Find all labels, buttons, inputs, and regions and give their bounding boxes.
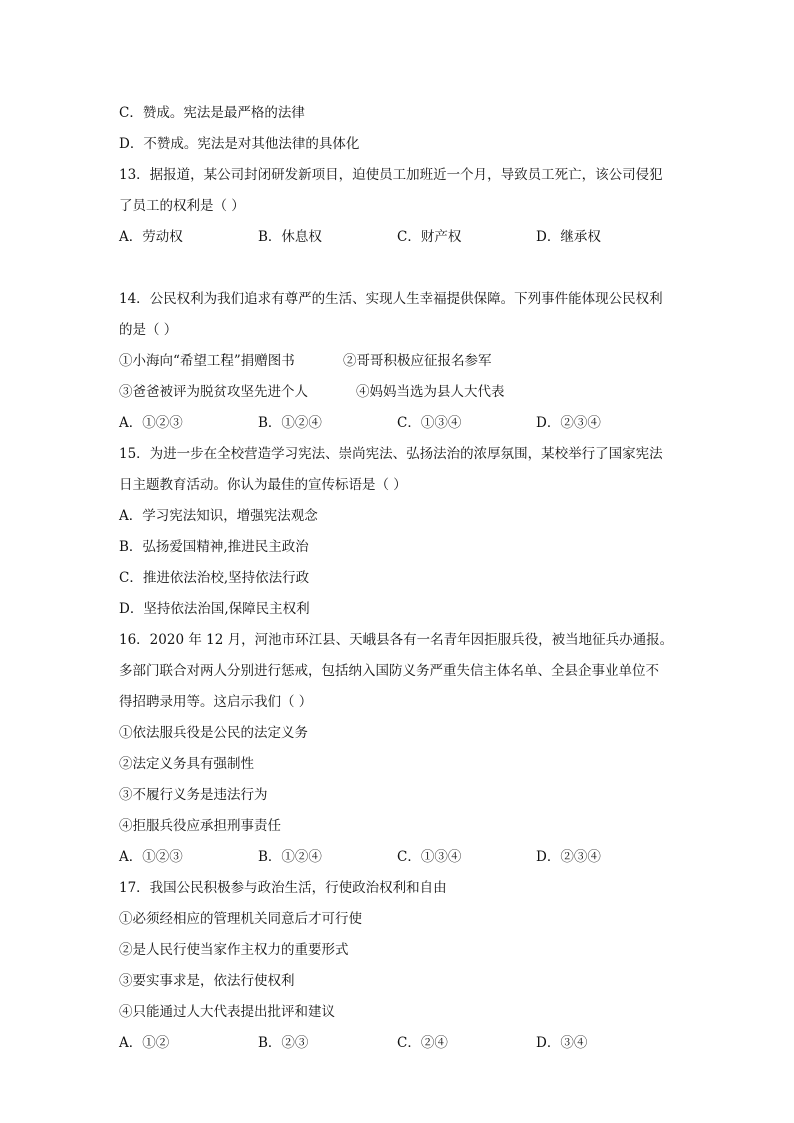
q15-option-b: B．弘扬爱国精神,推进民主政治 xyxy=(119,539,309,555)
q16-statement-1: ①依法服兵役是公民的法定义务 xyxy=(119,725,308,741)
q16-statement-2: ②法定义务具有强制性 xyxy=(119,756,254,772)
q15-stem-line1: 15．为进一步在全校营造学习宪法、崇尚宪法、弘扬法治的浓厚氛围，某校举行了国家宪法 xyxy=(119,446,663,462)
q16-statement-3: ③不履行义务是违法行为 xyxy=(119,787,268,803)
q17-stem-line1: 17．我国公民积极参与政治生活，行使政治权利和自由 xyxy=(119,880,447,896)
q17-option-a: A．①② xyxy=(119,1035,170,1051)
q17-statement-3: ③要实事求是，依法行使权利 xyxy=(119,973,295,989)
q17-statement-1: ①必须经相应的管理机关同意后才可行使 xyxy=(119,911,362,927)
q15-stem-line2: 日主题教育活动。你认为最佳的宣传标语是（ ） xyxy=(119,477,407,493)
q13-option-c: C．财产权 xyxy=(397,229,462,245)
q17-option-b: B．②③ xyxy=(258,1035,309,1051)
q15-option-a: A．学习宪法知识，增强宪法观念 xyxy=(119,508,318,524)
q16-stem-line3: 得招聘录用等。这启示我们（ ） xyxy=(119,694,313,710)
q12-option-d: D．不赞成。宪法是对其他法律的具体化 xyxy=(119,136,360,152)
q17-option-c: C．②④ xyxy=(397,1035,448,1051)
q14-option-a: A．①②③ xyxy=(119,415,183,431)
q15-option-d: D．坚持依法治国,保障民主权利 xyxy=(119,601,310,617)
q16-option-d: D．②③④ xyxy=(536,849,601,865)
q13-stem-line1: 13．据报道，某公司封闭研发新项目，迫使员工加班近一个月，导致员工死亡，该公司侵犯 xyxy=(119,167,663,183)
q16-stem-line1: 16．2020 年 12 月，河池市环江县、天峨县各有一名青年因拒服兵役，被当地征兵办通报。 xyxy=(119,632,674,648)
q16-option-c: C．①③④ xyxy=(397,849,462,865)
q14-option-c: C．①③④ xyxy=(397,415,462,431)
q15-option-c: C．推进依法治校,坚持依法行政 xyxy=(119,570,310,586)
q14-statement-4: ④妈妈当选为县人大代表 xyxy=(356,384,505,400)
q14-stem-line2: 的是（ ） xyxy=(119,322,178,338)
q17-statement-4: ④只能通过人大代表提出批评和建议 xyxy=(119,1004,335,1020)
q16-option-a: A．①②③ xyxy=(119,849,183,865)
q13-option-d: D．继承权 xyxy=(536,229,601,245)
q14-stem-line1: 14．公民权利为我们追求有尊严的生活、实现人生幸福提供保障。下列事件能体现公民权利 xyxy=(119,291,663,307)
q14-statement-2: ②哥哥积极应征报名参军 xyxy=(343,353,492,369)
q16-stem-line2: 多部门联合对两人分别进行惩戒，包括纳入国防义务严重失信主体名单、全县企事业单位不 xyxy=(119,663,659,679)
q17-option-d: D．③④ xyxy=(536,1035,588,1051)
q16-option-b: B．①②④ xyxy=(258,849,322,865)
q12-option-c: C．赞成。宪法是最严格的法律 xyxy=(119,105,305,121)
q13-option-a: A．劳动权 xyxy=(119,229,183,245)
q17-statement-2: ②是人民行使当家作主权力的重要形式 xyxy=(119,942,349,958)
q13-option-b: B．休息权 xyxy=(258,229,322,245)
q14-option-b: B．①②④ xyxy=(258,415,322,431)
q14-statement-3: ③爸爸被评为脱贫攻坚先进个人 xyxy=(119,384,308,400)
q13-stem-line2: 了员工的权利是（ ） xyxy=(119,198,245,214)
q14-option-d: D．②③④ xyxy=(536,415,601,431)
q16-statement-4: ④拒服兵役应承担刑事责任 xyxy=(119,818,281,834)
q14-statement-1: ①小海向“希望工程”捐赠图书 xyxy=(119,353,295,369)
